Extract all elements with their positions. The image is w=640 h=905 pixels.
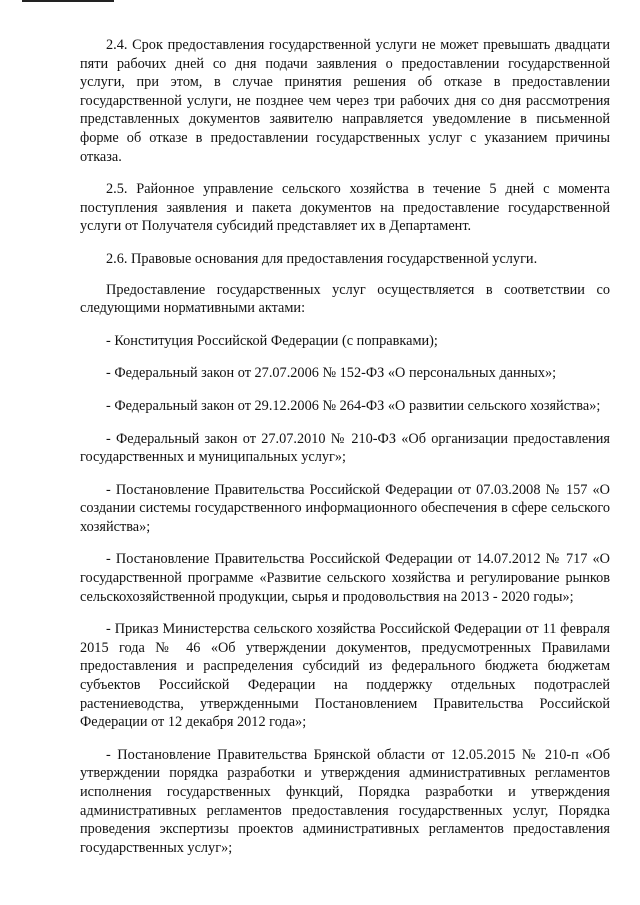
list-item-bryansk-decree-210: - Постановление Правительства Брянской области от 12.05.2015 № 210-п «Об утверждении порядка разработки и утверждения административных регламентов исполнения государственных функций, Порядка разработки и утверждения административных регламентов предоставления государственных услуг, Порядка проведения экспертизы проектов административных регламентов предоставления государственных услуг»;	[80, 746, 610, 856]
list-item-law-210: - Федеральный закон от 27.07.2010 № 210-ФЗ «Об организации предоставления государственных и муниципальных услуг»;	[80, 430, 610, 466]
list-item-decree-717: - Постановление Правительства Российской Федерации от 14.07.2012 № 717 «О государственной программе «Развитие сельского хозяйства и регулирование рынков сельскохозяйственной продукции, сырья и продовольствия на 2013 - 2020 годы»;	[80, 551, 610, 605]
paragraph-legal-intro: Предоставление государственных услуг осуществляется в соответствии со следующими нормативными актами:	[80, 281, 610, 317]
paragraph-2-4: 2.4. Срок предоставления государственной услуги не может превышать двадцати пяти рабочих дней со дня подачи заявления о предоставлении государственной услуги, при этом, в случае принятия решения об отказе в предоставлении государственной услуги, не позднее чем через три рабочих дня со дня рассмотрения представленных документов заявителю направляется уведомление в письменной форме об отказе в предоставлении государственных услуг с указанием причины отказа.	[80, 37, 610, 165]
list-item-constitution: - Конституция Российской Федерации (с поправками);	[106, 332, 438, 349]
document-page	[80, 36, 610, 871]
list-item-decree-157: - Постановление Правительства Российской Федерации от 07.03.2008 № 157 «О создании системы государственного информационного обеспечения в сфере сельского хозяйства»;	[80, 481, 610, 535]
list-item-law-152: - Федеральный закон от 27.07.2006 № 152-ФЗ «О персональных данных»;	[106, 365, 557, 382]
list-item-law-264: - Федеральный закон от 29.12.2006 № 264-ФЗ «О развитии сельского хозяйства»;	[106, 397, 601, 414]
top-rule-divider	[22, 0, 114, 2]
paragraph-2-5: 2.5. Районное управление сельского хозяйства в течение 5 дней с момента поступления заявления и пакета документов на предоставление государственной услуги от Получателя субсидий представляет их в Департамент.	[80, 181, 610, 235]
paragraph-2-6: 2.6. Правовые основания для предоставления государственной услуги.	[106, 250, 538, 267]
list-item-order-46: - Приказ Министерства сельского хозяйства Российской Федерации от 11 февраля 2015 года № 46 «Об утверждении документов, предусмотренных Правилами предоставления и распределения субсидий из федерального бюджета бюджетам субъектов Российской Федерации на поддержку отдельных подотраслей растениеводства, утвержденными Постановлением Правительства Российской Федерации от 12 декабря 2012 года»;	[80, 621, 610, 731]
